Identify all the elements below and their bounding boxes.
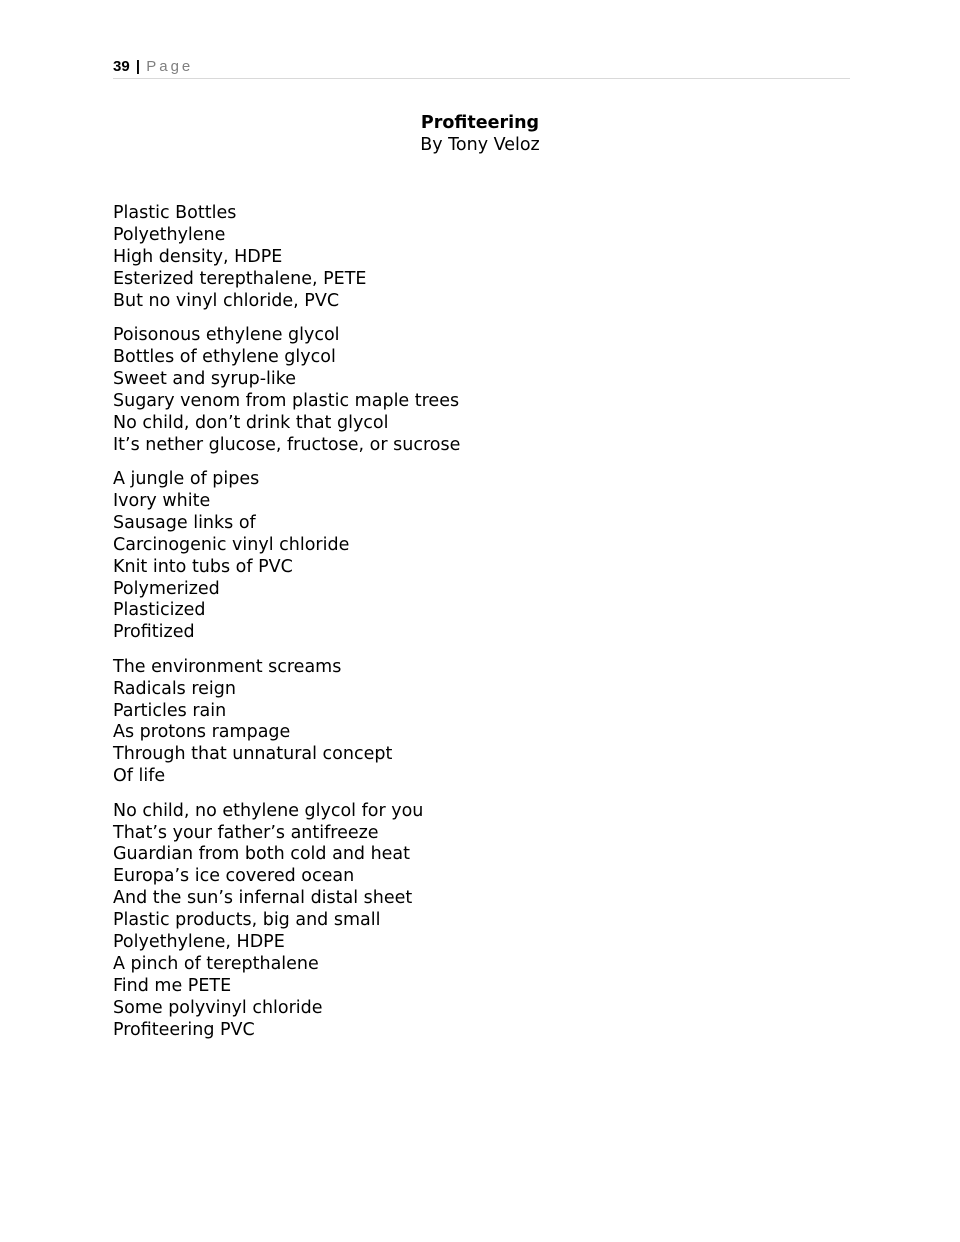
stanza [113, 657, 813, 788]
poem-line: Bottles of ethylene glycol [113, 346, 336, 367]
poem-line: Particles rain [113, 700, 227, 721]
poem-author: By Tony Veloz [420, 135, 540, 155]
poem-line: Sugary venom from plastic maple trees [113, 390, 460, 411]
poem-line: Knit into tubs of PVC [113, 556, 293, 577]
page-number: 39 [113, 58, 130, 75]
poem-line: Europa’s ice covered ocean [113, 866, 355, 887]
poem-line: Polyethylene, HDPE [113, 932, 285, 953]
poem-line: Guardian from both cold and heat [113, 844, 411, 865]
poem-line: Plastic products, big and small [113, 910, 381, 931]
poem-line: Sweet and syrup-like [113, 368, 297, 389]
poem-line: Find me PETE [113, 975, 232, 996]
poem-line: A jungle of pipes [113, 468, 260, 489]
poem-line: Ivory white [113, 490, 211, 511]
poem-line: Sausage links of [113, 512, 256, 533]
poem-line: No child, no ethylene glycol for you [113, 800, 424, 821]
poem-title: Profiteering [420, 113, 540, 133]
poem-body [113, 203, 813, 1054]
poem-line: Poisonous ethylene glycol [113, 325, 340, 346]
stanza [113, 203, 813, 313]
poem-line: Radicals reign [113, 678, 236, 699]
poem-line: The environment screams [113, 656, 342, 677]
poem-line: And the sun’s infernal distal sheet [113, 888, 413, 909]
stanza [113, 325, 813, 456]
poem-line: Through that unnatural concept [113, 744, 393, 765]
poem-line: Of life [113, 766, 166, 787]
poem-line: It’s nether glucose, fructose, or sucrose [113, 434, 461, 455]
poem-line: As protons rampage [113, 722, 291, 743]
poem-line: Plastic Bottles [113, 203, 237, 223]
poem-line: Esterized terepthalene, PETE [113, 268, 367, 289]
page-header [113, 57, 850, 79]
stanza [113, 801, 813, 1042]
poem-line: But no vinyl chloride, PVC [113, 290, 340, 311]
poem-line: No child, don’t drink that glycol [113, 412, 389, 433]
poem-line: That’s your father’s antifreeze [113, 822, 379, 843]
title-block [0, 112, 960, 156]
poem-line: Carcinogenic vinyl chloride [113, 534, 350, 555]
poem-line: Profiteering PVC [113, 1019, 255, 1040]
poem-line: A pinch of terepthalene [113, 954, 319, 974]
page-label: Page [146, 58, 194, 75]
poem-line: Some polyvinyl chloride [113, 997, 323, 1018]
stanza [113, 469, 813, 644]
page-separator: | [135, 58, 141, 75]
poem-line: Plasticized [113, 600, 206, 621]
poem-line: Polymerized [113, 578, 220, 599]
poem-line: Profitized [113, 622, 195, 643]
poem-line: Polyethylene [113, 224, 226, 245]
poem-line: High density, HDPE [113, 246, 283, 267]
